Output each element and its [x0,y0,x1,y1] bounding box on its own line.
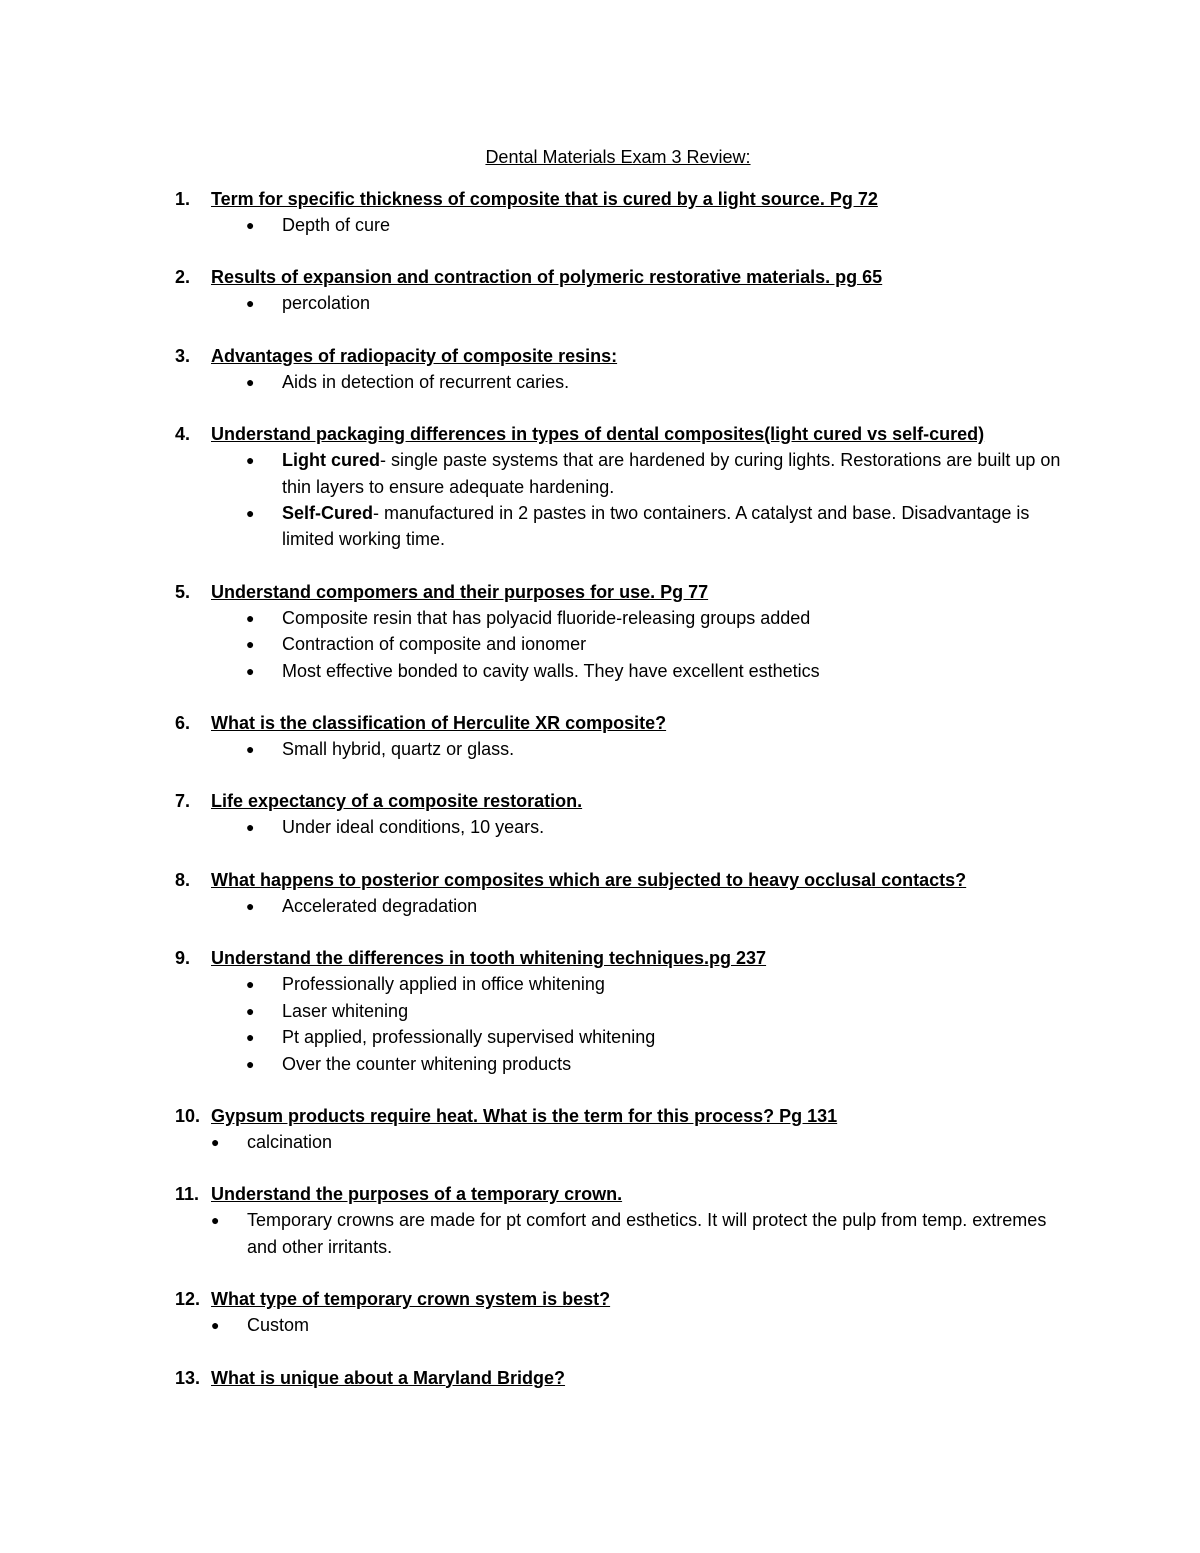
question-text: Understand packaging differences in types of dental composites(light cured vs self-cured) [211,424,985,445]
answer-text: Laser whitening [282,1000,409,1021]
question-heading [0,1181,1200,1207]
bullet-icon: ● [246,217,255,233]
question-item [0,421,1200,553]
answer-item [0,814,1200,840]
answer-list [0,971,1200,1077]
answer-text: Over the counter whitening products [282,1053,572,1074]
answer-item [0,290,1200,316]
bullet-icon: ● [246,452,255,469]
bullet-icon: ● [246,897,255,914]
bullet-icon: ● [246,1029,255,1046]
question-heading [0,1365,1200,1391]
bullet-icon: ● [246,1055,255,1072]
answer-text: Aids in detection of recurrent caries. [282,371,570,392]
bullet-icon: ● [246,609,255,626]
question-number: 10. [175,1105,201,1126]
question-number: 11. [175,1184,200,1205]
question-text: What is the classification of Herculite XR composite? [211,713,667,734]
question-heading [0,867,1200,893]
answer-item [0,1129,1200,1155]
question-heading [0,264,1200,290]
answer-text: Accelerated degradation [282,895,478,916]
question-text: What type of temporary crown system is best? [211,1289,611,1310]
bullet-icon: ● [211,1212,220,1229]
question-number: 6. [175,713,191,734]
answer-item [0,1024,1200,1050]
answer-list [0,290,1200,316]
question-heading [0,579,1200,605]
answer-item [0,658,1200,684]
question-heading [0,710,1200,736]
question-item [0,186,1200,238]
answer-text: Small hybrid, quartz or glass. [282,739,515,760]
question-item [0,1181,1200,1260]
question-item [0,343,1200,395]
question-item [0,264,1200,316]
question-heading [0,1103,1200,1129]
bullet-icon: ● [246,373,255,390]
question-list [0,186,1200,1417]
answer-text: Under ideal conditions, 10 years. [282,817,545,838]
answer-text: calcination [247,1131,333,1152]
answer-list [0,736,1200,762]
answer-list [0,893,1200,919]
answer-list [0,447,1200,553]
answer-item [0,631,1200,657]
answer-list [0,212,1200,238]
question-text: Term for specific thickness of composite that is cured by a light source. Pg 72 [211,189,878,209]
question-heading [0,343,1200,369]
question-text: Understand the purposes of a temporary crown. [211,1184,623,1205]
question-number: 3. [175,345,191,366]
question-item [0,1103,1200,1155]
bullet-icon: ● [246,819,255,836]
question-text: Results of expansion and contraction of polymeric restorative materials. pg 65 [211,267,883,288]
bullet-icon: ● [246,741,255,758]
answer-text: Custom [247,1315,310,1336]
answer-text: percolation [282,293,371,314]
answer-item [0,1051,1200,1077]
answer-list [0,814,1200,840]
question-number: 1. [175,189,191,209]
question-text: Advantages of radiopacity of composite resins: [211,345,618,366]
question-text: Understand compomers and their purposes for use. Pg 77 [211,581,709,602]
answer-text: Depth of cure [282,215,391,235]
question-text: What is unique about a Maryland Bridge? [211,1367,566,1388]
question-item [0,945,1200,1077]
question-item [0,579,1200,684]
answer-list [0,1207,1200,1260]
answer-text: Composite resin that has polyacid fluoride-releasing groups added [282,607,811,628]
answer-list [0,605,1200,684]
answer-list [0,1129,1200,1155]
answer-lead: Self-Cured [282,503,374,524]
bullet-icon: ● [246,662,255,679]
answer-text: Contraction of composite and ionomer [282,634,587,655]
question-text: Gypsum products require heat. What is the term for this process? Pg 131 [211,1105,838,1126]
question-heading [0,186,1200,212]
question-number: 13. [175,1367,201,1388]
answer-text: Pt applied, professionally supervised whitening [282,1027,656,1048]
answer-item [0,1312,1200,1338]
question-heading [0,945,1200,971]
bullet-icon: ● [211,1317,220,1334]
answer-text: - single paste systems that are hardened by curing lights. Restorations are built up on thin layers to ensure adequate hardening. [282,450,1061,497]
bullet-icon: ● [211,1133,220,1150]
bullet-icon: ● [246,1002,255,1019]
answer-text: Temporary crowns are made for pt comfort and esthetics. It will protect the pulp from temp. extremes and other irritants. [247,1210,1047,1257]
question-number: 2. [175,267,191,288]
question-text: What happens to posterior composites which are subjected to heavy occlusal contacts? [211,869,967,890]
answer-item [0,500,1200,553]
question-number: 7. [175,791,191,812]
question-text: Life expectancy of a composite restoration. [211,791,583,812]
bullet-icon: ● [246,505,255,522]
answer-item [0,212,1200,238]
question-item [0,1286,1200,1338]
answer-item [0,605,1200,631]
answer-text: Most effective bonded to cavity walls. They have excellent esthetics [282,660,820,681]
answer-item [0,893,1200,919]
question-number: 5. [175,581,191,602]
question-heading [0,421,1200,447]
question-heading [0,1286,1200,1312]
answer-item [0,369,1200,395]
question-item [0,1365,1200,1391]
bullet-icon: ● [246,295,255,312]
question-item [0,788,1200,840]
question-number: 4. [175,424,191,445]
question-number: 9. [175,948,191,969]
question-item [0,710,1200,762]
answer-text: Professionally applied in office whitening [282,974,605,995]
document-title: Dental Materials Exam 3 Review: [485,147,751,167]
question-text: Understand the differences in tooth whitening techniques.pg 237 [211,948,767,969]
question-item [0,867,1200,919]
question-number: 12. [175,1289,201,1310]
answer-lead: Light cured [282,450,380,471]
bullet-icon: ● [246,976,255,993]
question-number: 8. [175,869,191,890]
answer-item [0,447,1200,500]
answer-item [0,1207,1200,1260]
answer-text: - manufactured in 2 pastes in two containers. A catalyst and base. Disadvantage is limited working time. [282,503,1030,550]
answer-list [0,1312,1200,1338]
question-heading [0,788,1200,814]
bullet-icon: ● [246,636,255,653]
answer-list [0,369,1200,395]
answer-item [0,998,1200,1024]
answer-item [0,736,1200,762]
answer-item [0,971,1200,997]
